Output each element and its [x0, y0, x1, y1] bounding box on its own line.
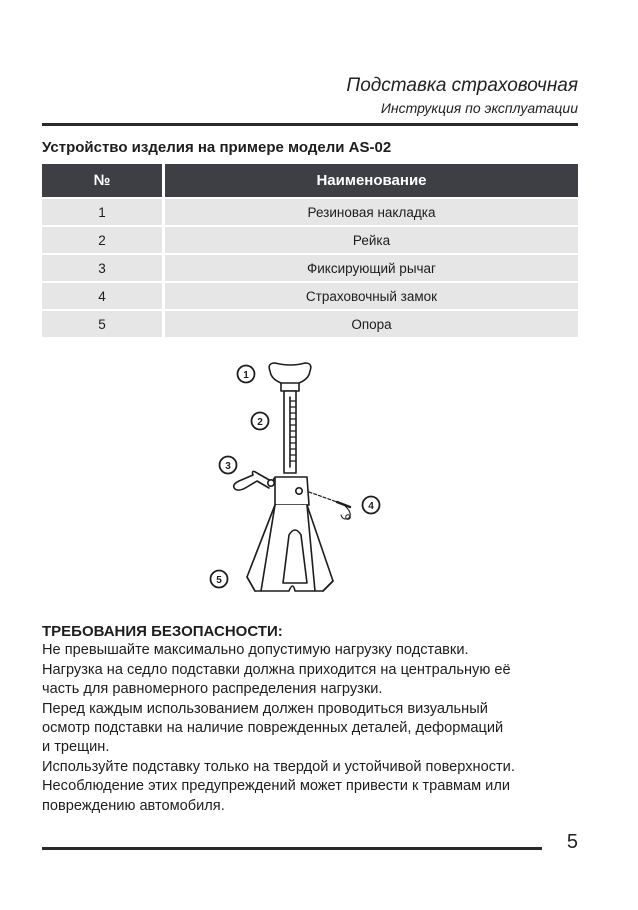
table-row	[42, 197, 578, 225]
locking-lever-shape	[234, 471, 279, 490]
safety-line: часть для равномерного распределения нагрузки.	[42, 681, 383, 698]
row-number: 4	[42, 281, 165, 309]
head-housing-shape	[275, 477, 309, 505]
row-name: Опора	[165, 309, 578, 337]
safety-line: Не превышайте максимально допустимую нагрузку подставки.	[42, 642, 469, 659]
column-header-name: Наименование	[165, 164, 578, 197]
stand-base-shape	[247, 505, 333, 591]
document-header	[346, 74, 578, 118]
column-header-number: №	[42, 164, 165, 197]
table-row	[42, 309, 578, 337]
document-subtitle: Инструкция по эксплуатации	[380, 100, 578, 116]
row-name: Фиксирующий рычаг	[165, 253, 578, 281]
safety-heading: ТРЕБОВАНИЯ БЕЗОПАСНОСТИ:	[42, 623, 283, 640]
safety-requirements	[42, 622, 592, 816]
callout-3: 3	[225, 461, 231, 472]
section-title: Устройство изделия на примере модели AS-02	[42, 139, 392, 156]
callout-4: 4	[368, 501, 374, 512]
safety-line: Нагрузка на седло подставки должна приходится на центральную её	[42, 661, 511, 678]
table-row	[42, 225, 578, 253]
table-row	[42, 253, 578, 281]
rubber-pad-shape	[269, 363, 311, 383]
safety-pin-shape	[309, 492, 350, 519]
callout-2: 2	[257, 417, 263, 428]
safety-line: и трещин.	[42, 739, 110, 756]
row-number: 5	[42, 309, 165, 337]
callout-1: 1	[243, 370, 249, 381]
row-name: Страховочный замок	[165, 281, 578, 309]
table-header-row	[42, 164, 578, 197]
document-title: Подставка страховочная	[346, 75, 578, 96]
ratchet-bar-shape	[284, 391, 296, 473]
safety-line: осмотр подставки на наличие поврежденных деталей, деформаций	[42, 720, 504, 737]
row-name: Рейка	[165, 225, 578, 253]
table-row	[42, 281, 578, 309]
safety-line: повреждению автомобиля.	[42, 797, 225, 814]
page-number: 5	[566, 831, 578, 853]
row-number: 2	[42, 225, 165, 253]
safety-line: Перед каждым использованием должен проводиться визуальный	[42, 700, 488, 717]
header-divider	[42, 123, 578, 126]
safety-line: Несоблюдение этих предупреждений может привести к травмам или	[42, 778, 510, 795]
row-number: 3	[42, 253, 165, 281]
footer-divider	[42, 847, 542, 850]
row-number: 1	[42, 197, 165, 225]
parts-table	[42, 164, 578, 337]
callout-5: 5	[216, 575, 222, 586]
safety-line: Используйте подставку только на твердой и устойчивой поверхности.	[42, 758, 515, 775]
jack-stand-diagram	[195, 355, 395, 607]
row-name: Резиновая накладка	[165, 197, 578, 225]
